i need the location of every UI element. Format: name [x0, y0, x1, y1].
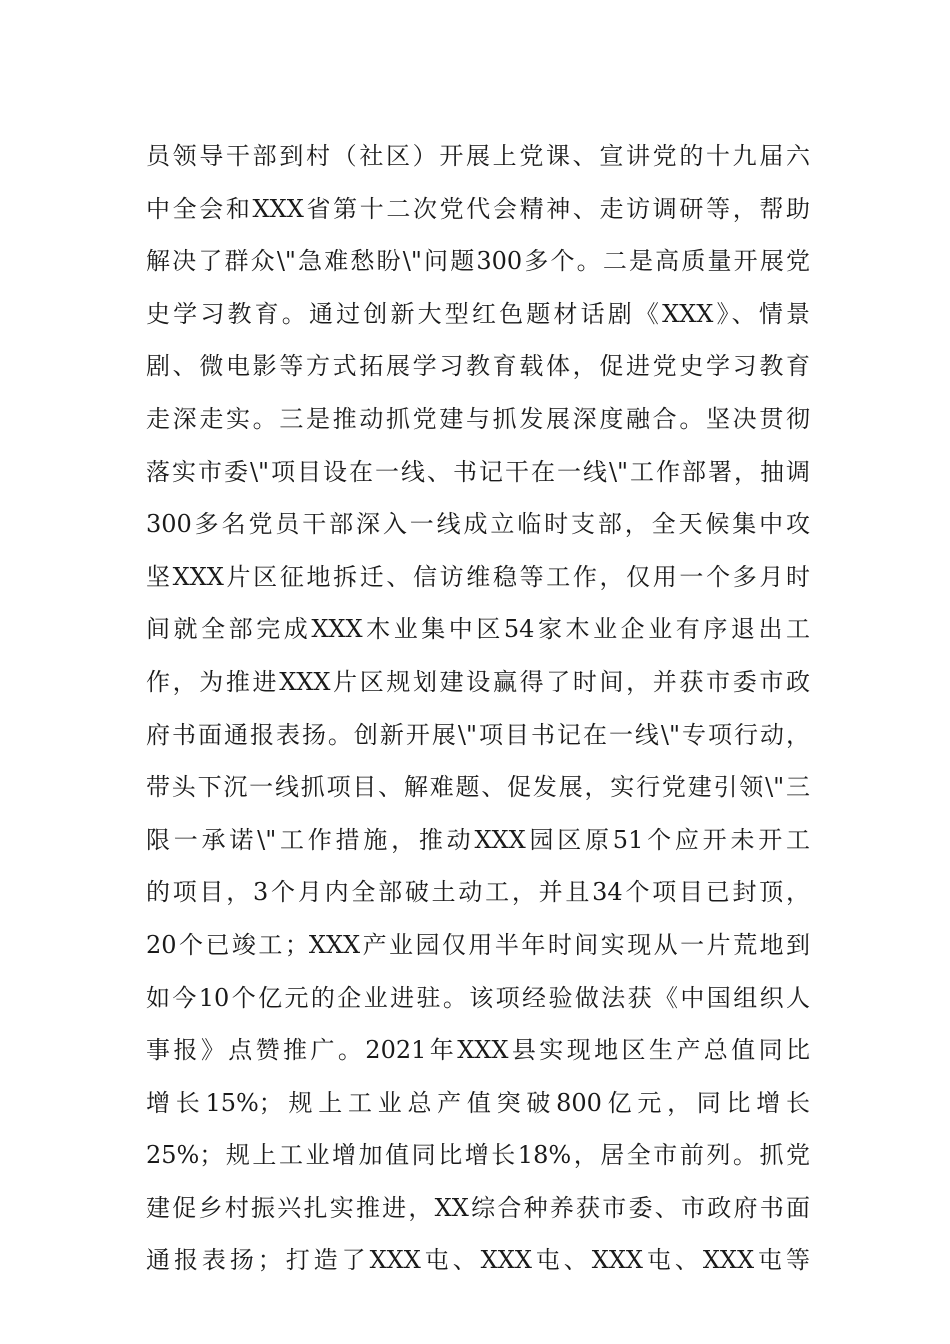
text-line: 增长15%；规上工业总产值突破800亿元，同比增长 — [146, 1088, 810, 1117]
text-line: 走深走实。三是推动抓党建与抓发展深度融合。坚决贯彻 — [146, 404, 810, 433]
body-text — [146, 130, 810, 1287]
text-line: 坚XXX片区征地拆迁、信访维稳等工作，仅用一个多月时 — [146, 562, 810, 591]
text-line: 300多名党员干部深入一线成立临时支部，全天候集中攻 — [146, 510, 810, 539]
text-line: 员领导干部到村（社区）开展上党课、宣讲党的十九届六 — [146, 142, 810, 170]
text-line: 落实市委\"项目设在一线、书记干在一线\"工作部署，抽调 — [146, 457, 810, 486]
text-line: 带头下沉一线抓项目、解难题、促发展，实行党建引领\"三 — [146, 773, 810, 802]
text-line: 事报》点赞推广。2021年XXX县实现地区生产总值同比 — [146, 1036, 810, 1065]
text-line: 的项目，3个月内全部破土动工，并且34个项目已封顶， — [146, 878, 810, 907]
text-line: 解决了群众\"急难愁盼\"问题300多个。二是高质量开展党 — [146, 247, 810, 276]
text-line: 中全会和XXX省第十二次党代会精神、走访调研等，帮助 — [146, 194, 810, 223]
text-line: 史学习教育。通过创新大型红色题材话剧《XXX》、情景 — [146, 299, 810, 328]
text-line: 通报表扬；打造了XXX屯、XXX屯、XXX屯、XXX屯等 — [146, 1246, 810, 1275]
text-line: 建促乡村振兴扎实推进，XX综合种养获市委、市政府书面 — [146, 1193, 810, 1222]
text-line: 作，为推进XXX片区规划建设赢得了时间，并获市委市政 — [146, 667, 810, 696]
text-line: 25%；规上工业增加值同比增长18%，居全市前列。抓党 — [146, 1141, 810, 1170]
text-line: 间就全部完成XXX木业集中区54家木业企业有序退出工 — [146, 615, 810, 644]
text-line: 府书面通报表扬。创新开展\"项目书记在一线\"专项行动， — [146, 720, 810, 749]
text-line: 剧、微电影等方式拓展学习教育载体，促进党史学习教育 — [146, 352, 810, 381]
text-line: 限一承诺\"工作措施，推动XXX园区原51个应开未开工 — [146, 825, 810, 854]
text-line: 20个已竣工；XXX产业园仅用半年时间实现从一片荒地到 — [146, 930, 810, 959]
text-line: 如今10个亿元的企业进驻。该项经验做法获《中国组织人 — [146, 983, 810, 1012]
